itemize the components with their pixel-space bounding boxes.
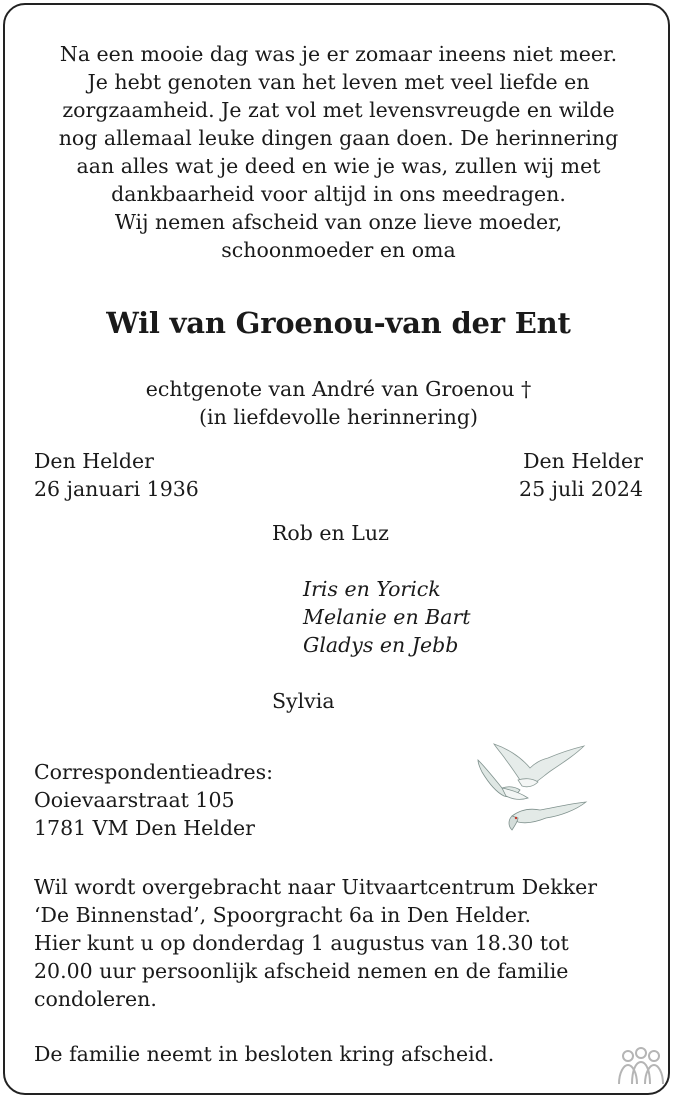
birth-info <box>34 447 199 503</box>
address-city: 1781 VM Den Helder <box>34 816 255 840</box>
birth-date: 26 januari 1936 <box>34 477 199 501</box>
death-place: Den Helder <box>523 449 643 473</box>
notice-line: 20.00 uur persoonlijk afscheid nemen en de familie <box>34 959 569 983</box>
poem-line: Na een mooie dag was je er zomaar ineens niet meer. <box>59 42 618 66</box>
address-street: Ooievaarstraat 105 <box>34 788 235 812</box>
grandchildren-list <box>303 575 470 659</box>
birth-place: Den Helder <box>34 449 154 473</box>
notice-line: Wil wordt overgebracht naar Uitvaartcentrum Dekker <box>34 875 598 899</box>
seagulls-illustration <box>472 738 592 838</box>
family-child: Sylvia <box>272 689 335 713</box>
death-info <box>519 447 643 503</box>
notice-line: ‘De Binnenstad’, Spoorgracht 6a in Den Helder. <box>34 903 532 927</box>
notice-line: condoleren. <box>34 987 157 1011</box>
address-label: Correspondentieadres: <box>34 760 274 784</box>
poem-line: schoonmoeder en oma <box>221 238 456 262</box>
spouse-line: echtgenote van André van Groenou † <box>145 377 532 401</box>
grandchild-item: Gladys en Jebb <box>303 633 459 657</box>
poem-line: Wij nemen afscheid van onze lieve moeder, <box>114 210 563 234</box>
poem-line: aan alles wat je deed en wie je was, zullen wij met <box>76 154 601 178</box>
people-group-logo-icon <box>614 1046 668 1088</box>
poem-line: Je hebt genoten van het leven met veel liefde en <box>87 70 590 94</box>
poem-line: dankbaarheid voor altijd in ons meedragen. <box>111 182 566 206</box>
correspondence-address <box>34 758 273 842</box>
death-date: 25 juli 2024 <box>519 477 643 501</box>
poem-line: nog allemaal leuke dingen gaan doen. De herinnering <box>58 126 619 150</box>
deceased-name: Wil van Groenou-van der Ent <box>106 306 571 340</box>
grandchild-item: Iris en Yorick <box>303 577 441 601</box>
notice-line: Hier kunt u op donderdag 1 augustus van 18.30 tot <box>34 931 569 955</box>
viewing-notice <box>34 873 597 1013</box>
seagull-bottom-icon <box>509 802 586 830</box>
closing-line: De familie neemt in besloten kring afscheid. <box>34 1042 495 1066</box>
poem-text <box>20 40 657 264</box>
family-child: Rob en Luz <box>272 521 389 545</box>
spouse-note: (in liefdevolle herinnering) <box>199 405 478 429</box>
seagull-top-icon <box>494 744 584 787</box>
family-list <box>272 519 470 715</box>
poem-line: zorgzaamheid. Je zat vol met levensvreugde en wilde <box>62 98 615 122</box>
grandchild-item: Melanie en Bart <box>303 605 471 629</box>
spouse-block <box>0 375 677 431</box>
